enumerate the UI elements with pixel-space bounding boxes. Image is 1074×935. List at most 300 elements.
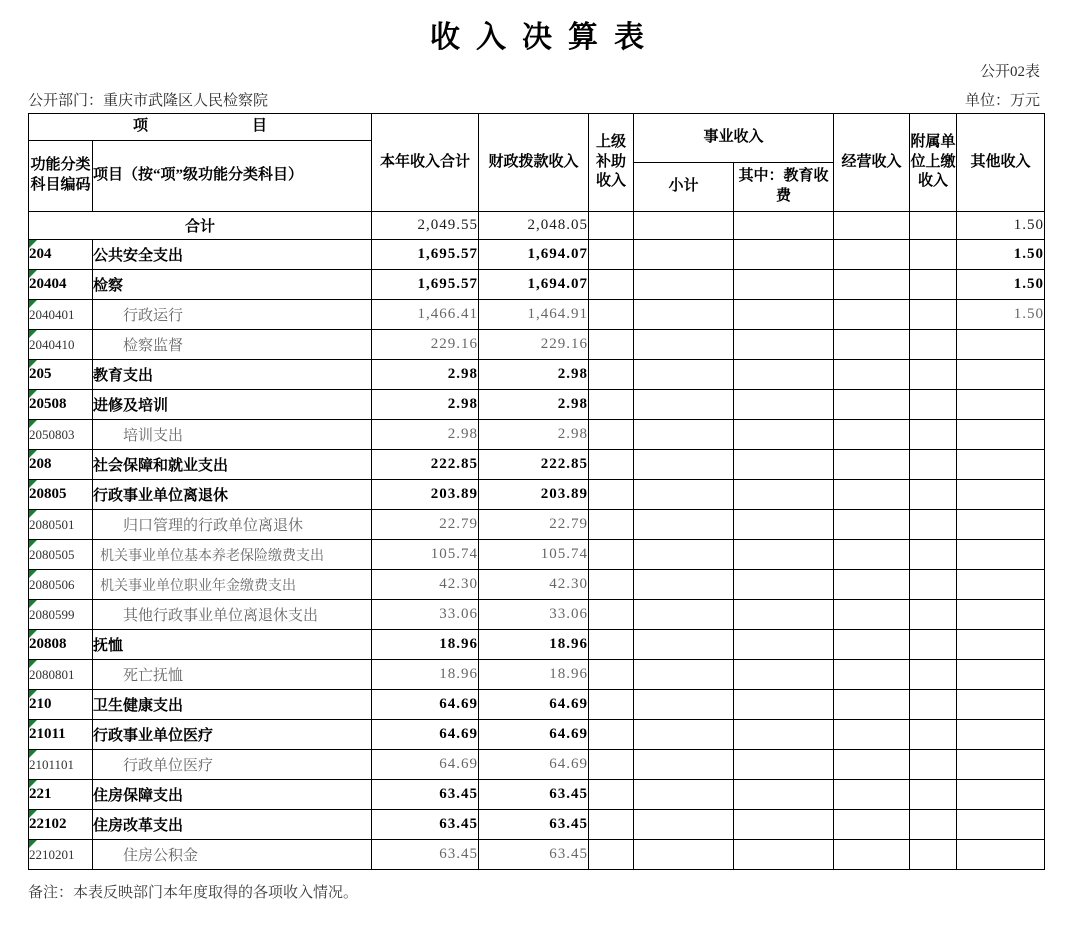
value-cell: 2,049.55 — [372, 212, 479, 240]
code-cell — [29, 300, 93, 330]
code-cell — [29, 420, 93, 450]
value-cell: 63.45 — [372, 840, 479, 870]
cell-flag-triangle-icon — [29, 630, 37, 638]
value-cell — [834, 360, 910, 390]
value-cell — [834, 212, 910, 240]
value-cell: 42.30 — [372, 570, 479, 600]
value-cell — [634, 270, 734, 300]
value-cell: 64.69 — [372, 720, 479, 750]
table-row — [29, 480, 1045, 510]
table-row — [29, 690, 1045, 720]
value-cell — [910, 360, 957, 390]
value-cell — [834, 510, 910, 540]
unit-label: 单位：万元 — [964, 93, 1040, 109]
function-code: 2101101 — [29, 756, 75, 772]
item-name-cell: 行政事业单位离退休 — [93, 480, 372, 510]
value-cell: 64.69 — [479, 750, 589, 780]
table-row — [29, 570, 1045, 600]
value-cell — [834, 480, 910, 510]
value-cell — [957, 660, 1045, 690]
cell-flag-triangle-icon — [29, 330, 37, 338]
value-cell — [589, 540, 634, 570]
value-cell: 1,695.57 — [372, 240, 479, 270]
value-cell — [957, 630, 1045, 660]
code-cell — [29, 540, 93, 570]
table-code-label: 公开02表 — [979, 64, 1040, 80]
value-cell: 63.45 — [479, 780, 589, 810]
value-cell — [834, 630, 910, 660]
value-cell: 1.50 — [957, 240, 1045, 270]
code-cell — [29, 840, 93, 870]
item-name-cell: 进修及培训 — [93, 390, 372, 420]
project-group-char-2: 目 — [251, 118, 267, 135]
function-code: 22102 — [29, 816, 67, 832]
value-cell: 22.79 — [479, 510, 589, 540]
table-row — [29, 270, 1045, 300]
value-cell — [910, 330, 957, 360]
value-cell — [589, 240, 634, 270]
header-project-group — [29, 114, 372, 141]
value-cell: 222.85 — [372, 450, 479, 480]
cell-flag-triangle-icon — [29, 690, 37, 698]
value-cell — [734, 840, 834, 870]
item-name-cell: 死亡抚恤 — [93, 660, 372, 690]
value-cell — [634, 450, 734, 480]
cell-flag-triangle-icon — [29, 750, 37, 758]
value-cell — [910, 480, 957, 510]
value-cell: 1,694.07 — [479, 270, 589, 300]
cell-flag-triangle-icon — [29, 270, 37, 278]
value-cell: 64.69 — [372, 750, 479, 780]
function-code: 2080506 — [29, 576, 75, 592]
item-name-cell: 住房保障支出 — [93, 780, 372, 810]
code-cell — [29, 510, 93, 540]
value-cell — [834, 330, 910, 360]
value-cell — [910, 660, 957, 690]
value-cell — [634, 690, 734, 720]
cell-flag-triangle-icon — [29, 510, 37, 518]
value-cell — [589, 840, 634, 870]
note-text: 备注：本表反映部门本年度取得的各项收入情况。 — [28, 885, 359, 901]
department-label: 公开部门：重庆市武隆区人民检察院 — [28, 93, 269, 109]
function-code: 2080801 — [29, 666, 75, 682]
value-cell — [910, 212, 957, 240]
header-affiliated-unit-income: 附属单位上缴收入 — [910, 114, 957, 212]
value-cell — [634, 360, 734, 390]
cell-flag-triangle-icon — [29, 420, 37, 428]
value-cell: 2.98 — [372, 420, 479, 450]
value-cell: 105.74 — [479, 540, 589, 570]
table-row — [29, 212, 1045, 240]
item-name-cell: 机关事业单位基本养老保险缴费支出 — [93, 540, 372, 570]
value-cell — [957, 600, 1045, 630]
function-code: 221 — [29, 786, 52, 802]
code-cell — [29, 720, 93, 750]
value-cell — [957, 810, 1045, 840]
value-cell — [589, 420, 634, 450]
code-cell — [29, 450, 93, 480]
value-cell: 64.69 — [372, 690, 479, 720]
value-cell — [734, 480, 834, 510]
value-cell: 18.96 — [479, 630, 589, 660]
value-cell — [834, 660, 910, 690]
item-name-cell: 行政单位医疗 — [93, 750, 372, 780]
total-label-cell: 合计 — [29, 212, 372, 240]
code-cell — [29, 780, 93, 810]
value-cell — [734, 750, 834, 780]
value-cell — [734, 780, 834, 810]
table-row — [29, 330, 1045, 360]
function-code: 2080505 — [29, 546, 75, 562]
value-cell: 2.98 — [372, 390, 479, 420]
value-cell — [734, 212, 834, 240]
function-code: 210 — [29, 696, 52, 712]
value-cell — [834, 600, 910, 630]
value-cell — [589, 330, 634, 360]
value-cell — [734, 270, 834, 300]
value-cell — [910, 840, 957, 870]
value-cell — [634, 660, 734, 690]
value-cell: 1.50 — [957, 300, 1045, 330]
function-code: 205 — [29, 366, 52, 382]
item-name-cell: 检察 — [93, 270, 372, 300]
value-cell — [589, 212, 634, 240]
item-name-cell: 卫生健康支出 — [93, 690, 372, 720]
value-cell — [910, 300, 957, 330]
value-cell: 64.69 — [479, 720, 589, 750]
value-cell: 2.98 — [479, 390, 589, 420]
project-group-char-1: 项 — [132, 118, 148, 135]
value-cell — [834, 420, 910, 450]
value-cell — [734, 450, 834, 480]
value-cell — [957, 690, 1045, 720]
value-cell: 63.45 — [372, 780, 479, 810]
header-total-income: 本年收入合计 — [372, 114, 479, 212]
value-cell — [634, 420, 734, 450]
item-name-cell: 抚恤 — [93, 630, 372, 660]
value-cell — [734, 390, 834, 420]
value-cell — [634, 570, 734, 600]
value-cell — [834, 720, 910, 750]
item-name-cell: 住房改革支出 — [93, 810, 372, 840]
value-cell — [957, 450, 1045, 480]
value-cell — [910, 420, 957, 450]
header-other-income: 其他收入 — [957, 114, 1045, 212]
code-cell — [29, 600, 93, 630]
value-cell — [589, 360, 634, 390]
value-cell — [589, 480, 634, 510]
table-row — [29, 660, 1045, 690]
function-code: 20808 — [29, 636, 67, 652]
value-cell — [634, 750, 734, 780]
value-cell — [910, 810, 957, 840]
code-cell — [29, 330, 93, 360]
code-cell — [29, 660, 93, 690]
item-name-cell: 机关事业单位职业年金缴费支出 — [93, 570, 372, 600]
item-name-cell: 归口管理的行政单位离退休 — [93, 510, 372, 540]
value-cell: 222.85 — [479, 450, 589, 480]
header-business-subtotal: 小计 — [634, 163, 734, 212]
cell-flag-triangle-icon — [29, 600, 37, 608]
value-cell — [910, 720, 957, 750]
value-cell: 1.50 — [957, 270, 1045, 300]
value-cell: 63.45 — [372, 810, 479, 840]
value-cell: 2,048.05 — [479, 212, 589, 240]
value-cell: 63.45 — [479, 840, 589, 870]
table-row — [29, 510, 1045, 540]
item-name-cell: 培训支出 — [93, 420, 372, 450]
table-row — [29, 450, 1045, 480]
function-code: 204 — [29, 246, 52, 262]
value-cell — [634, 720, 734, 750]
value-cell — [834, 750, 910, 780]
value-cell — [589, 810, 634, 840]
cell-flag-triangle-icon — [29, 570, 37, 578]
table-row — [29, 750, 1045, 780]
cell-flag-triangle-icon — [29, 840, 37, 848]
function-code: 20508 — [29, 396, 67, 412]
value-cell: 2.98 — [479, 360, 589, 390]
cell-flag-triangle-icon — [29, 540, 37, 548]
value-cell — [910, 570, 957, 600]
value-cell — [734, 810, 834, 840]
item-name-cell: 行政运行 — [93, 300, 372, 330]
code-cell — [29, 480, 93, 510]
value-cell: 1,466.41 — [372, 300, 479, 330]
header-fiscal-allocation-income: 财政拨款收入 — [479, 114, 589, 212]
value-cell — [734, 540, 834, 570]
value-cell — [957, 330, 1045, 360]
value-cell — [589, 510, 634, 540]
item-name-cell: 教育支出 — [93, 360, 372, 390]
value-cell: 1,695.57 — [372, 270, 479, 300]
cell-flag-triangle-icon — [29, 780, 37, 788]
value-cell — [634, 510, 734, 540]
value-cell — [734, 300, 834, 330]
value-cell — [734, 570, 834, 600]
value-cell — [834, 450, 910, 480]
value-cell — [957, 840, 1045, 870]
function-code: 21011 — [29, 726, 66, 742]
value-cell — [957, 510, 1045, 540]
header-business-income: 事业收入 — [634, 114, 834, 163]
value-cell — [734, 720, 834, 750]
value-cell: 1,464.91 — [479, 300, 589, 330]
value-cell — [834, 690, 910, 720]
value-cell — [957, 540, 1045, 570]
value-cell — [910, 630, 957, 660]
table-row — [29, 540, 1045, 570]
value-cell — [589, 750, 634, 780]
value-cell — [734, 630, 834, 660]
value-cell — [834, 390, 910, 420]
item-name-cell: 社会保障和就业支出 — [93, 450, 372, 480]
income-table-body — [29, 212, 1045, 870]
value-cell: 229.16 — [479, 330, 589, 360]
table-row — [29, 390, 1045, 420]
value-cell — [910, 510, 957, 540]
value-cell — [734, 240, 834, 270]
value-cell: 18.96 — [479, 660, 589, 690]
table-row — [29, 630, 1045, 660]
function-code: 2040410 — [29, 336, 75, 352]
value-cell: 18.96 — [372, 630, 479, 660]
value-cell — [734, 420, 834, 450]
value-cell: 229.16 — [372, 330, 479, 360]
code-cell — [29, 630, 93, 660]
value-cell — [589, 630, 634, 660]
value-cell — [834, 300, 910, 330]
value-cell — [634, 300, 734, 330]
value-cell: 64.69 — [479, 690, 589, 720]
table-row — [29, 720, 1045, 750]
value-cell — [910, 240, 957, 270]
value-cell: 105.74 — [372, 540, 479, 570]
value-cell — [910, 780, 957, 810]
value-cell — [957, 570, 1045, 600]
value-cell — [957, 360, 1045, 390]
item-name-cell: 行政事业单位医疗 — [93, 720, 372, 750]
value-cell: 1,694.07 — [479, 240, 589, 270]
cell-flag-triangle-icon — [29, 360, 37, 368]
code-cell — [29, 690, 93, 720]
table-row — [29, 840, 1045, 870]
table-row — [29, 420, 1045, 450]
value-cell: 18.96 — [372, 660, 479, 690]
cell-flag-triangle-icon — [29, 300, 37, 308]
header-operating-income: 经营收入 — [834, 114, 910, 212]
cell-flag-triangle-icon — [29, 390, 37, 398]
table-row — [29, 810, 1045, 840]
value-cell — [634, 240, 734, 270]
item-name-cell: 公共安全支出 — [93, 240, 372, 270]
value-cell — [910, 690, 957, 720]
value-cell: 203.89 — [372, 480, 479, 510]
item-name-cell: 检察监督 — [93, 330, 372, 360]
function-code: 2080599 — [29, 606, 75, 622]
code-cell — [29, 570, 93, 600]
value-cell — [589, 720, 634, 750]
value-cell — [634, 390, 734, 420]
value-cell — [910, 450, 957, 480]
income-table — [28, 113, 1045, 870]
value-cell — [957, 420, 1045, 450]
code-cell — [29, 750, 93, 780]
page-title: 收入决算表 — [430, 21, 660, 54]
value-cell — [834, 810, 910, 840]
value-cell — [634, 480, 734, 510]
value-cell — [910, 750, 957, 780]
value-cell — [910, 540, 957, 570]
value-cell — [834, 570, 910, 600]
value-cell: 22.79 — [372, 510, 479, 540]
value-cell — [589, 390, 634, 420]
code-cell — [29, 270, 93, 300]
function-code: 2080501 — [29, 516, 75, 532]
table-row — [29, 360, 1045, 390]
value-cell — [834, 270, 910, 300]
value-cell — [634, 780, 734, 810]
value-cell — [957, 750, 1045, 780]
value-cell — [634, 330, 734, 360]
item-name-cell: 其他行政事业单位离退休支出 — [93, 600, 372, 630]
function-code: 20404 — [29, 276, 67, 292]
value-cell: 2.98 — [479, 420, 589, 450]
value-cell — [834, 540, 910, 570]
cell-flag-triangle-icon — [29, 450, 37, 458]
value-cell — [589, 270, 634, 300]
value-cell: 63.45 — [479, 810, 589, 840]
header-project-item: 项目（按“项”级功能分类科目） — [93, 141, 372, 212]
cell-flag-triangle-icon — [29, 810, 37, 818]
value-cell — [957, 780, 1045, 810]
value-cell: 33.06 — [372, 600, 479, 630]
table-row — [29, 300, 1045, 330]
value-cell — [589, 600, 634, 630]
cell-flag-triangle-icon — [29, 240, 37, 248]
value-cell — [589, 690, 634, 720]
value-cell — [957, 480, 1045, 510]
value-cell — [634, 840, 734, 870]
value-cell — [734, 660, 834, 690]
value-cell — [734, 600, 834, 630]
function-code: 208 — [29, 456, 52, 472]
header-superior-subsidy-income: 上级补助收入 — [589, 114, 634, 212]
value-cell — [834, 240, 910, 270]
function-code: 2210201 — [29, 846, 75, 862]
value-cell — [734, 690, 834, 720]
cell-flag-triangle-icon — [29, 720, 37, 728]
table-row — [29, 780, 1045, 810]
header-function-code: 功能分类科目编码 — [29, 141, 93, 212]
value-cell: 2.98 — [372, 360, 479, 390]
value-cell: 33.06 — [479, 600, 589, 630]
function-code: 2040401 — [29, 306, 75, 322]
value-cell — [634, 810, 734, 840]
value-cell — [957, 390, 1045, 420]
table-row — [29, 240, 1045, 270]
value-cell — [634, 540, 734, 570]
value-cell — [634, 212, 734, 240]
value-cell — [910, 600, 957, 630]
value-cell: 1.50 — [957, 212, 1045, 240]
value-cell: 203.89 — [479, 480, 589, 510]
value-cell — [589, 450, 634, 480]
code-cell — [29, 360, 93, 390]
value-cell — [589, 660, 634, 690]
value-cell — [957, 720, 1045, 750]
value-cell — [589, 300, 634, 330]
table-row — [29, 600, 1045, 630]
value-cell — [734, 360, 834, 390]
header-business-edu-fee: 其中：教育收费 — [734, 163, 834, 212]
value-cell — [589, 780, 634, 810]
value-cell — [634, 600, 734, 630]
value-cell — [910, 270, 957, 300]
code-cell — [29, 390, 93, 420]
code-cell — [29, 810, 93, 840]
value-cell — [834, 840, 910, 870]
value-cell — [634, 630, 734, 660]
value-cell — [834, 780, 910, 810]
function-code: 2050803 — [29, 426, 75, 442]
value-cell — [910, 390, 957, 420]
function-code: 20805 — [29, 486, 67, 502]
value-cell: 42.30 — [479, 570, 589, 600]
item-name-cell: 住房公积金 — [93, 840, 372, 870]
value-cell — [734, 330, 834, 360]
code-cell — [29, 240, 93, 270]
